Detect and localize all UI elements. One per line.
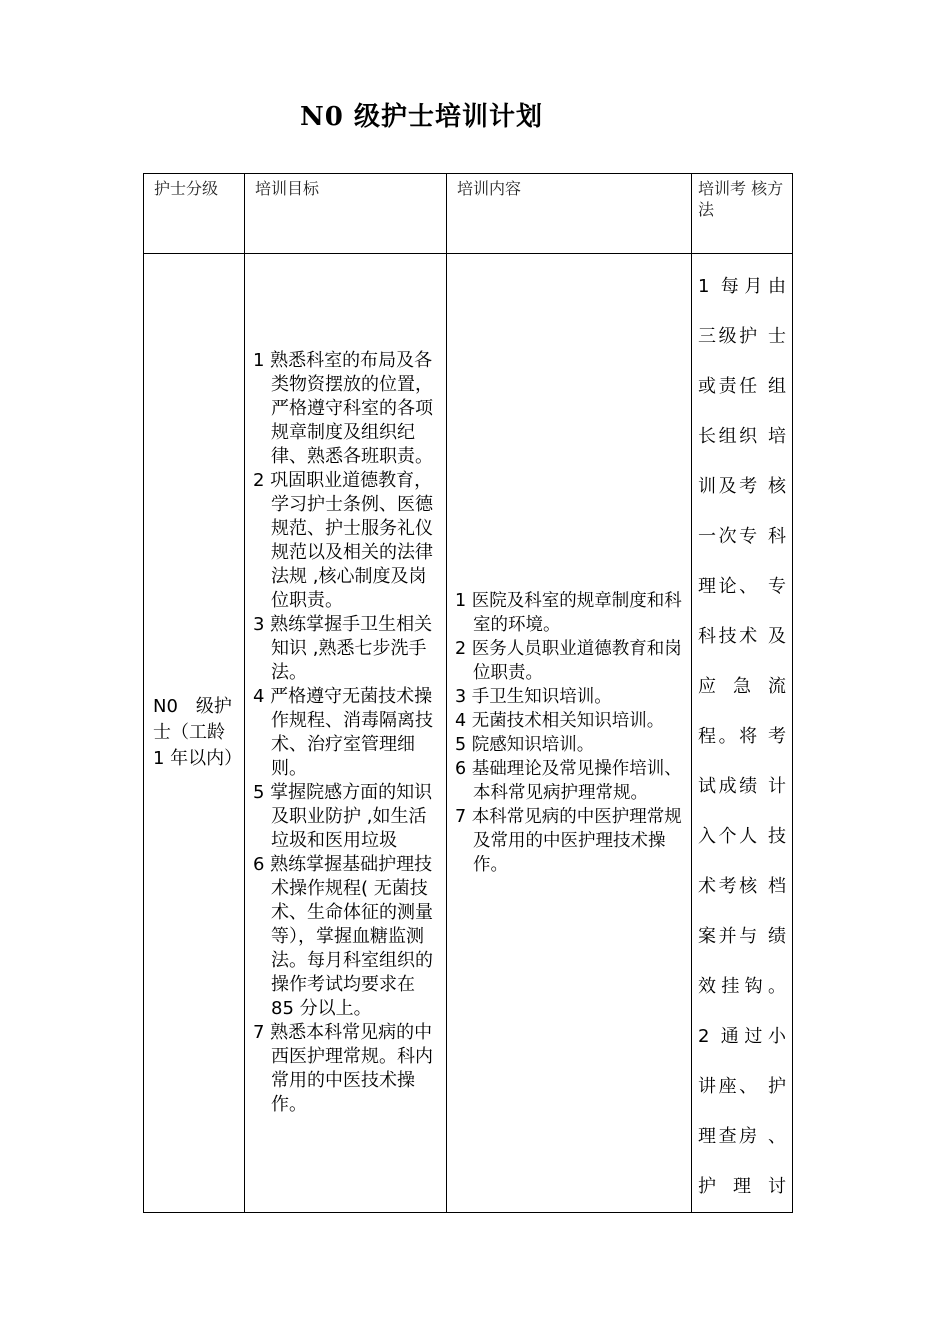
goal-item: 5 掌握院感方面的知识及职业防护 ,如生活垃圾和医用垃圾 (253, 782, 433, 851)
content-item: 2 医务人员职业道德教育和岗位职责。 (455, 639, 682, 683)
method-line: 1 每月由 (698, 276, 786, 297)
method-line: 术考核 档 (698, 876, 786, 897)
content-item: 3 手卫生知识培训。 (455, 687, 612, 707)
method-line: 一次专 科 (698, 526, 786, 547)
method-line: 科技术 及 (698, 626, 786, 647)
method-line: 应 急 流 (698, 676, 786, 697)
header-grade: 护士分级 (144, 174, 245, 254)
content-item: 1 医院及科室的规章制度和科室的环境。 (455, 591, 682, 635)
goals-cell (245, 254, 447, 1213)
goal-item: 6 熟练掌握基础护理技术操作规程( 无菌技术、生命体征的测量等），掌握血糖监测法。每月科室组织的操作考试均要求在 85 分以上。 (253, 854, 433, 1019)
content-item: 4 无菌技术相关知识培训。 (455, 711, 665, 731)
method-line: 理论、 专 (698, 576, 786, 597)
method-line: 案并与 绩 (698, 926, 786, 947)
content-item: 5 院感知识培训。 (455, 735, 595, 755)
page-title: N0 级护士培训计划 (300, 102, 543, 132)
header-method (692, 174, 793, 254)
goal-item: 1 熟悉科室的布局及各类物资摆放的位置，严格遵守科室的各项规章制度及组织纪律、熟悉各班职责。 (253, 350, 433, 467)
grade-cell (144, 254, 245, 1213)
table-row (144, 254, 793, 1213)
goal-item: 7 熟悉本科常见病的中西医护理常规。科内常用的中医技术操作。 (253, 1022, 433, 1115)
method-line: 试成绩 计 (698, 776, 786, 797)
training-plan-table (143, 173, 793, 1213)
method-line: 训及考 核 (698, 476, 786, 497)
goal-item: 4 严格遵守无菌技术操作规程、消毒隔离技术、治疗室管理细则。 (253, 686, 433, 779)
content-cell (447, 254, 692, 1213)
method-line: 入个人 技 (698, 826, 786, 847)
method-line: 或责任 组 (698, 376, 786, 397)
table-header-row (144, 174, 793, 254)
method-cell (692, 254, 793, 1213)
grade-text: N0 级护士（工龄 1 年以内） (153, 696, 243, 769)
method-line: 护 理 讨 (698, 1176, 786, 1197)
method-line: 2 通过小 (698, 1026, 786, 1047)
goals-list (245, 349, 446, 1117)
content-list (447, 589, 691, 877)
method-text (692, 254, 792, 1212)
goal-item: 3 熟练掌握手卫生相关知识 ,熟悉七步洗手法。 (253, 614, 433, 683)
header-method-text: 培训考 核方 法 (698, 179, 784, 219)
header-goals: 培训目标 (245, 174, 447, 254)
method-line: 长组织 培 (698, 426, 786, 447)
method-line: 三级护 士 (698, 326, 786, 347)
method-line: 理查房 、 (698, 1126, 786, 1147)
method-line: 效挂钩。 (698, 976, 786, 997)
goal-item: 2 巩固职业道德教育，学习护士条例、医德规范、护士服务礼仪规范以及相关的法律法规 ,核心制度及岗位职责。 (253, 470, 433, 611)
header-content: 培训内容 (447, 174, 692, 254)
content-item: 6 基础理论及常见操作培训、本科常见病护理常规。 (455, 759, 682, 803)
method-line: 程。将 考 (698, 726, 786, 747)
method-line: 讲座、 护 (698, 1076, 786, 1097)
content-item: 7 本科常见病的中医护理常规及常用的中医护理技术操作。 (455, 807, 682, 875)
